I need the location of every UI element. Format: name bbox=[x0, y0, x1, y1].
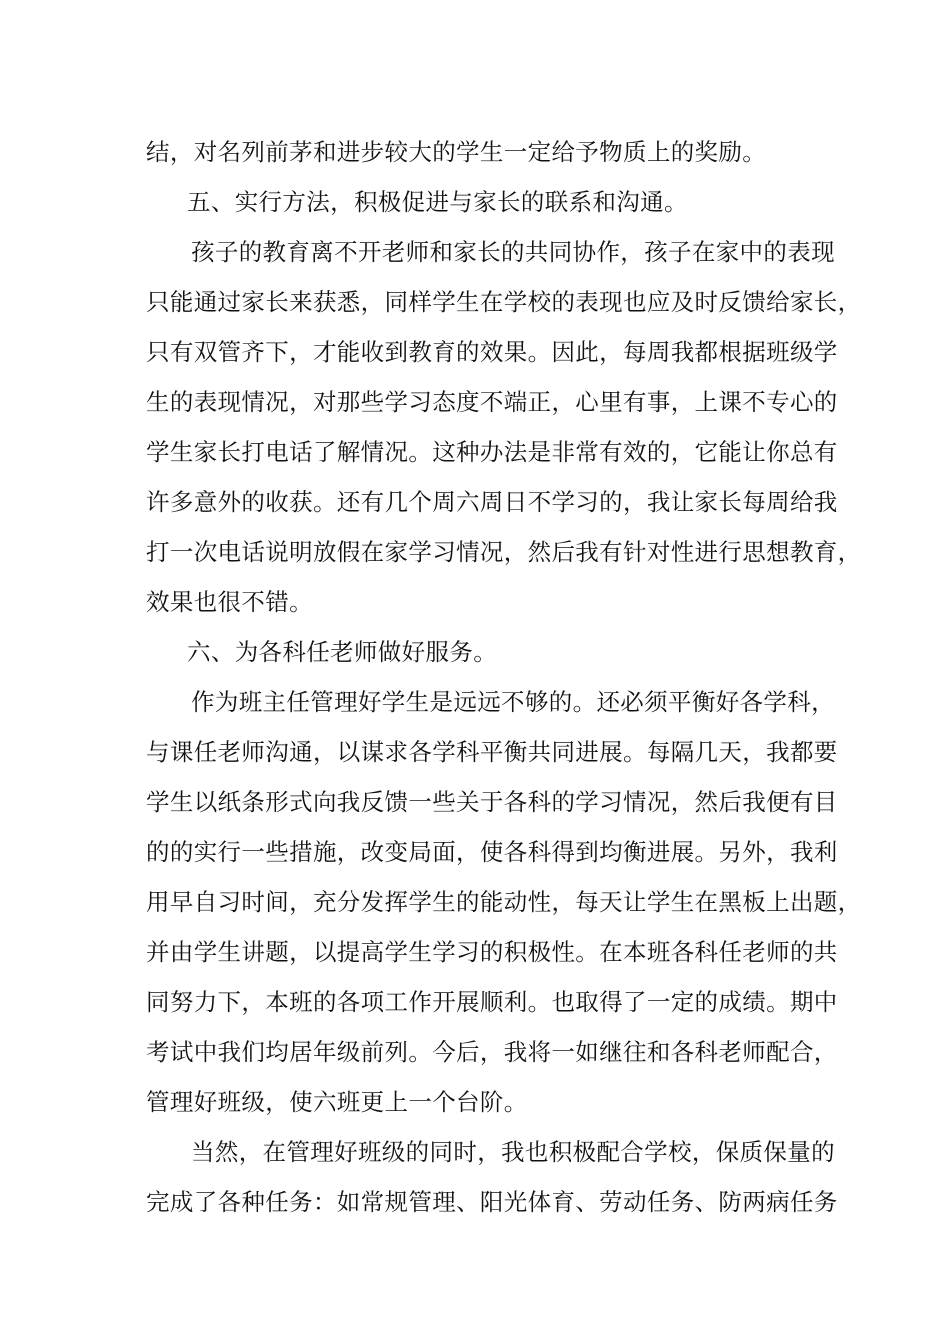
text-line: 学生以纸条形式向我反馈一些关于各科的学习情况，然后我便有目 bbox=[146, 788, 838, 816]
text-line: 与课任老师沟通，以谋求各学科平衡共同进展。每隔几天，我都要 bbox=[146, 738, 838, 766]
text-line: 只有双管齐下，才能收到教育的效果。因此，每周我都根据班级学 bbox=[146, 338, 838, 366]
text-line: 学生家长打电话了解情况。这种办法是非常有效的，它能让你总有 bbox=[146, 438, 838, 466]
text-line: 考试中我们均居年级前列。今后，我将一如继往和各科老师配合， bbox=[146, 1038, 838, 1066]
text-line: 作为班主任管理好学生是远远不够的。还必须平衡好各学科， bbox=[191, 688, 835, 716]
text-line: 生的表现情况，对那些学习态度不端正，心里有事，上课不专心的 bbox=[146, 388, 838, 416]
text-line: 当然，在管理好班级的同时，我也积极配合学校，保质保量的 bbox=[191, 1138, 835, 1166]
text-line: 孩子的教育离不开老师和家长的共同协作，孩子在家中的表现 bbox=[191, 238, 835, 266]
text-line: 的的实行一些措施，改变局面，使各科得到均衡进展。另外，我利 bbox=[146, 838, 838, 866]
text-line: 许多意外的收获。还有几个周六周日不学习的，我让家长每周给我 bbox=[146, 488, 838, 516]
text-line: 效果也很不错。 bbox=[146, 588, 313, 616]
text-line: 打一次电话说明放假在家学习情况，然后我有针对性进行思想教育， bbox=[146, 538, 862, 566]
section-heading: 五、实行方法，积极促进与家长的联系和沟通。 bbox=[187, 188, 688, 216]
text-line: 结，对名列前茅和进步较大的学生一定给予物质上的奖励。 bbox=[146, 138, 767, 166]
text-line: 管理好班级，使六班更上一个台阶。 bbox=[146, 1088, 528, 1116]
text-line: 同努力下，本班的各项工作开展顺利。也取得了一定的成绩。期中 bbox=[146, 988, 838, 1016]
text-line: 只能通过家长来获悉，同样学生在学校的表现也应及时反馈给家长， bbox=[146, 288, 862, 316]
section-heading: 六、为各科任老师做好服务。 bbox=[187, 638, 498, 666]
text-line: 用早自习时间，充分发挥学生的能动性，每天让学生在黑板上出题， bbox=[146, 888, 862, 916]
text-line: 完成了各种任务：如常规管理、阳光体育、劳动任务、防两病任务 bbox=[146, 1188, 838, 1216]
text-line: 并由学生讲题，以提高学生学习的积极性。在本班各科任老师的共 bbox=[146, 938, 838, 966]
